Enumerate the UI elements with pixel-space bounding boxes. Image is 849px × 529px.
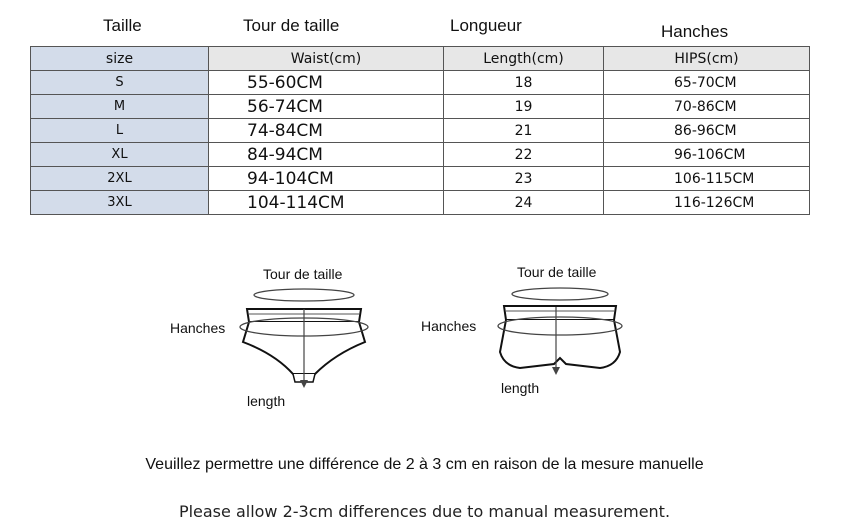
- size-cell: M: [31, 95, 209, 119]
- length-cell: 24: [444, 191, 604, 215]
- size-chart-table: [30, 46, 810, 215]
- hips-cell: 86-96CM: [604, 119, 810, 143]
- waist-cell: 84-94CM: [209, 143, 444, 167]
- waist-cell: 55-60CM: [209, 71, 444, 95]
- length-cell: 19: [444, 95, 604, 119]
- column-header-waist: Waist(cm): [209, 47, 444, 71]
- right-waist-label: Tour de taille: [517, 264, 597, 280]
- waist-cell: 74-84CM: [209, 119, 444, 143]
- hips-cell: 70-86CM: [604, 95, 810, 119]
- hips-cell: 116-126CM: [604, 191, 810, 215]
- left-length-label: length: [247, 393, 286, 409]
- waist-cell: 56-74CM: [209, 95, 444, 119]
- header-fr-size: Taille: [103, 16, 142, 35]
- table-header-row: [31, 47, 810, 71]
- length-cell: 22: [444, 143, 604, 167]
- brief-diagram-icon: [225, 282, 385, 392]
- size-cell: 2XL: [31, 167, 209, 191]
- column-header-hips: HIPS(cm): [604, 47, 810, 71]
- column-header-size: size: [31, 47, 209, 71]
- size-cell: XL: [31, 143, 209, 167]
- hips-cell: 65-70CM: [604, 71, 810, 95]
- boxer-diagram-icon: [480, 280, 640, 380]
- note-french: Veuillez permettre une différence de 2 à 3 cm en raison de la mesure manuelle: [145, 456, 704, 473]
- length-cell: 18: [444, 71, 604, 95]
- size-cell: L: [31, 119, 209, 143]
- table-row: [31, 71, 810, 95]
- hips-cell: 96-106CM: [604, 143, 810, 167]
- header-fr-hips: Hanches: [661, 22, 729, 41]
- header-fr-length: Longueur: [450, 16, 522, 35]
- column-header-length: Length(cm): [444, 47, 604, 71]
- length-cell: 21: [444, 119, 604, 143]
- note-english: Please allow 2-3cm differences due to manual measurement.: [178, 502, 671, 521]
- table-row: [31, 167, 810, 191]
- right-length-label: length: [501, 380, 540, 396]
- table-row: [31, 143, 810, 167]
- right-hips-label: Hanches: [421, 318, 477, 334]
- table-row: [31, 191, 810, 215]
- hips-cell: 106-115CM: [604, 167, 810, 191]
- length-cell: 23: [444, 167, 604, 191]
- left-waist-label: Tour de taille: [263, 266, 343, 282]
- waist-cell: 94-104CM: [209, 167, 444, 191]
- waist-cell: 104-114CM: [209, 191, 444, 215]
- table-row: [31, 119, 810, 143]
- header-fr-waist: Tour de taille: [243, 16, 340, 35]
- table-row: [31, 95, 810, 119]
- size-cell: S: [31, 71, 209, 95]
- left-hips-label: Hanches: [170, 320, 226, 336]
- size-cell: 3XL: [31, 191, 209, 215]
